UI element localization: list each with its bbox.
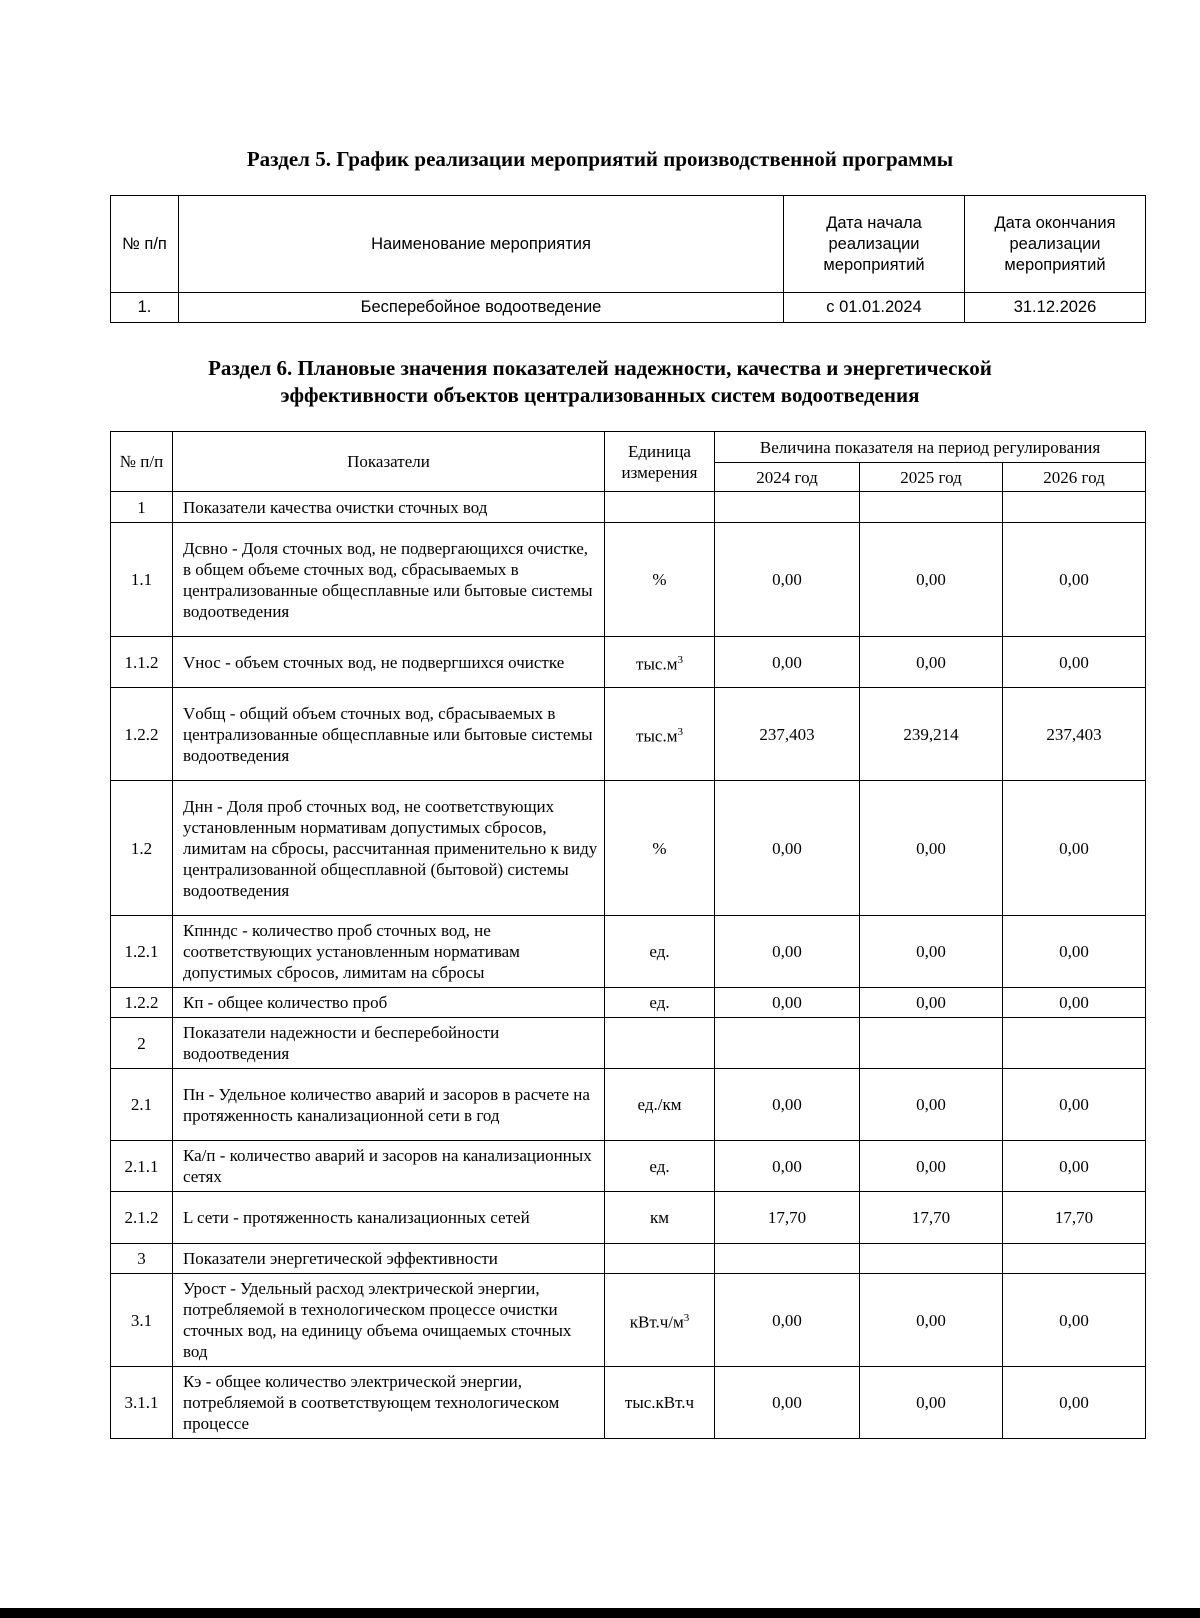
- header-num: № п/п: [111, 196, 179, 293]
- row-unit: [605, 916, 715, 988]
- row-value-2024: 0,00: [715, 988, 860, 1018]
- header-year-2024: 2024 год: [715, 463, 860, 492]
- row-value-2024: 0,00: [715, 916, 860, 988]
- table-row: [111, 688, 1146, 781]
- row-num: 1: [111, 492, 173, 523]
- row-value-2026: [1003, 1244, 1146, 1274]
- row-indicator-name: Кп - общее количество проб: [173, 988, 605, 1018]
- row-value-2025: 0,00: [860, 988, 1003, 1018]
- row-unit: [605, 523, 715, 637]
- row-value-2024: 0,00: [715, 1069, 860, 1141]
- row-start-date: с 01.01.2024: [784, 293, 965, 323]
- row-unit: [605, 492, 715, 523]
- row-indicator-name: Дсвно - Доля сточных вод, не подвергающихся очистке, в общем объеме сточных вод, сбрасываемых в централизованные общесплавные или бытовые системы водоотведения: [173, 523, 605, 637]
- table-row: [111, 1141, 1146, 1192]
- row-value-2025: 0,00: [860, 523, 1003, 637]
- unit-text: тыс.кВт.ч: [624, 1393, 695, 1412]
- row-unit: [605, 1069, 715, 1141]
- header-start-date: Дата начала реализации мероприятий: [784, 196, 965, 293]
- row-value-2026: 0,00: [1003, 637, 1146, 688]
- row-value-2024: 0,00: [715, 1367, 860, 1439]
- table-row: [111, 1367, 1146, 1439]
- row-unit: [605, 988, 715, 1018]
- row-indicator-name: Кпнндс - количество проб сточных вод, не соответствующих установленным нормативам допустимых сбросов, лимитам на сбросы: [173, 916, 605, 988]
- row-event-name: Бесперебойное водоотведение: [179, 293, 784, 323]
- row-value-2026: 0,00: [1003, 523, 1146, 637]
- row-unit: [605, 1018, 715, 1069]
- unit-text: ед./км: [637, 1095, 682, 1114]
- table-row: [111, 1018, 1146, 1069]
- row-value-2024: 17,70: [715, 1192, 860, 1244]
- table-row: [111, 1069, 1146, 1141]
- header-unit: Единица измерения: [605, 432, 715, 492]
- row-value-2024: [715, 1018, 860, 1069]
- unit-text: кВт.ч/м: [629, 1312, 684, 1332]
- unit-superscript: 3: [677, 725, 683, 738]
- row-value-2026: 0,00: [1003, 1141, 1146, 1192]
- row-indicator-name: Vнос - объем сточных вод, не подвергшихся очистке: [173, 637, 605, 688]
- row-value-2024: [715, 492, 860, 523]
- row-unit: [605, 688, 715, 781]
- row-value-2026: 0,00: [1003, 916, 1146, 988]
- row-unit: [605, 637, 715, 688]
- row-value-2025: 0,00: [860, 781, 1003, 916]
- row-num: 2.1.2: [111, 1192, 173, 1244]
- unit-superscript: 3: [677, 653, 683, 666]
- row-num: 1.2.1: [111, 916, 173, 988]
- row-value-2025: 239,214: [860, 688, 1003, 781]
- row-value-2025: 17,70: [860, 1192, 1003, 1244]
- table-row: [111, 1244, 1146, 1274]
- indicators-body: [111, 492, 1146, 1439]
- row-value-2026: 0,00: [1003, 988, 1146, 1018]
- row-value-2024: 0,00: [715, 1141, 860, 1192]
- row-value-2025: 0,00: [860, 637, 1003, 688]
- row-unit: [605, 1274, 715, 1367]
- unit-text: км: [649, 1208, 670, 1227]
- unit-text: ед.: [649, 993, 670, 1012]
- row-value-2025: [860, 1244, 1003, 1274]
- row-end-date: 31.12.2026: [965, 293, 1146, 323]
- unit-text: %: [652, 570, 667, 589]
- row-unit: [605, 1244, 715, 1274]
- row-value-2024: 0,00: [715, 1274, 860, 1367]
- table-row: [111, 988, 1146, 1018]
- row-num: 1.: [111, 293, 179, 323]
- row-value-2025: 0,00: [860, 1367, 1003, 1439]
- unit-text: тыс.м: [636, 726, 678, 746]
- row-value-2026: 237,403: [1003, 688, 1146, 781]
- row-value-2026: 17,70: [1003, 1192, 1146, 1244]
- row-unit: [605, 1141, 715, 1192]
- row-num: 2.1: [111, 1069, 173, 1141]
- row-num: 2.1.1: [111, 1141, 173, 1192]
- table-row: [111, 637, 1146, 688]
- row-value-2026: [1003, 492, 1146, 523]
- table-row: [111, 293, 1146, 323]
- row-num: 1.2: [111, 781, 173, 916]
- row-num: 1.1: [111, 523, 173, 637]
- table-row: [111, 916, 1146, 988]
- row-value-2026: 0,00: [1003, 1274, 1146, 1367]
- unit-superscript: 3: [683, 1311, 690, 1324]
- section6-title-line1: Раздел 6. Плановые значения показателей надежности, качества и энергетической: [208, 356, 992, 380]
- section6-title: [0, 355, 1200, 409]
- unit-text: тыс.м: [636, 654, 678, 674]
- row-indicator-name: Пн - Удельное количество аварий и засоров в расчете на протяженность канализационной сети в год: [173, 1069, 605, 1141]
- unit-text: ед.: [649, 942, 670, 961]
- table-row: [111, 1192, 1146, 1244]
- scan-edge: [0, 1608, 1200, 1618]
- table-row: [111, 523, 1146, 637]
- row-unit: [605, 1367, 715, 1439]
- row-indicator-name: Ка/п - количество аварий и засоров на канализационных сетях: [173, 1141, 605, 1192]
- row-value-2025: 0,00: [860, 916, 1003, 988]
- row-num: 3.1: [111, 1274, 173, 1367]
- indicators-header-row: [111, 432, 1146, 463]
- row-value-2026: 0,00: [1003, 1069, 1146, 1141]
- header-year-2025: 2025 год: [860, 463, 1003, 492]
- table-row: [111, 492, 1146, 523]
- indicators-table: [110, 431, 1146, 1439]
- row-value-2024: 0,00: [715, 781, 860, 916]
- row-value-2024: 0,00: [715, 523, 860, 637]
- unit-text: ед.: [649, 1156, 670, 1176]
- row-value-2025: 0,00: [860, 1141, 1003, 1192]
- row-indicator-name: Кэ - общее количество электрической энергии, потребляемой в соответствующем технологическом процессе: [173, 1367, 605, 1439]
- row-num: 3.1.1: [111, 1367, 173, 1439]
- row-num: 3: [111, 1244, 173, 1274]
- row-value-2025: 0,00: [860, 1069, 1003, 1141]
- row-value-2024: 0,00: [715, 637, 860, 688]
- row-value-2024: 237,403: [715, 688, 860, 781]
- table-row: [111, 1274, 1146, 1367]
- header-indicator: Показатели: [173, 432, 605, 492]
- header-year-2026: 2026 год: [1003, 463, 1146, 492]
- row-num: 2: [111, 1018, 173, 1069]
- unit-text: %: [652, 838, 667, 858]
- row-num: 1.2.2: [111, 688, 173, 781]
- row-value-2025: [860, 1018, 1003, 1069]
- table-row: [111, 781, 1146, 916]
- row-indicator-name: Днн - Доля проб сточных вод, не соответствующих установленным нормативам допустимых сбросов, лимитам на сбросы, рассчитанная применительно к виду централизованной общесплавной (бытовой) системы водоотведения: [173, 781, 605, 916]
- header-num: № п/п: [111, 432, 173, 492]
- row-value-2026: [1003, 1018, 1146, 1069]
- row-num: 1.2.2: [111, 988, 173, 1018]
- row-unit: [605, 1192, 715, 1244]
- section6-title-line2: эффективности объектов централизованных систем водоотведения: [280, 383, 920, 407]
- header-end-date: Дата окончания реализации мероприятий: [965, 196, 1146, 293]
- section5-title: Раздел 5. График реализации мероприятий производственной программы: [246, 147, 954, 171]
- row-num: 1.1.2: [111, 637, 173, 688]
- row-value-2025: [860, 492, 1003, 523]
- row-value-2026: 0,00: [1003, 781, 1146, 916]
- row-indicator-name: Показатели надежности и бесперебойности водоотведения: [173, 1018, 605, 1069]
- row-indicator-name: Урост - Удельный расход электрической энергии, потребляемой в технологическом процессе очистки сточных вод, на единицу объема очищаемых сточных вод: [173, 1274, 605, 1367]
- row-unit: [605, 781, 715, 916]
- row-indicator-name: Показатели качества очистки сточных вод: [173, 492, 605, 523]
- row-indicator-name: Показатели энергетической эффективности: [173, 1244, 605, 1274]
- schedule-header-row: [111, 196, 1146, 293]
- row-value-2025: 0,00: [860, 1274, 1003, 1367]
- header-event-name: Наименование мероприятия: [179, 196, 784, 293]
- header-period: Величина показателя на период регулирования: [715, 432, 1146, 463]
- schedule-table: [110, 195, 1146, 323]
- row-value-2024: [715, 1244, 860, 1274]
- row-value-2026: 0,00: [1003, 1367, 1146, 1439]
- row-indicator-name: Vобщ - общий объем сточных вод, сбрасываемых в централизованные общесплавные или бытовые системы водоотведения: [173, 688, 605, 781]
- row-indicator-name: L сети - протяженность канализационных сетей: [173, 1192, 605, 1244]
